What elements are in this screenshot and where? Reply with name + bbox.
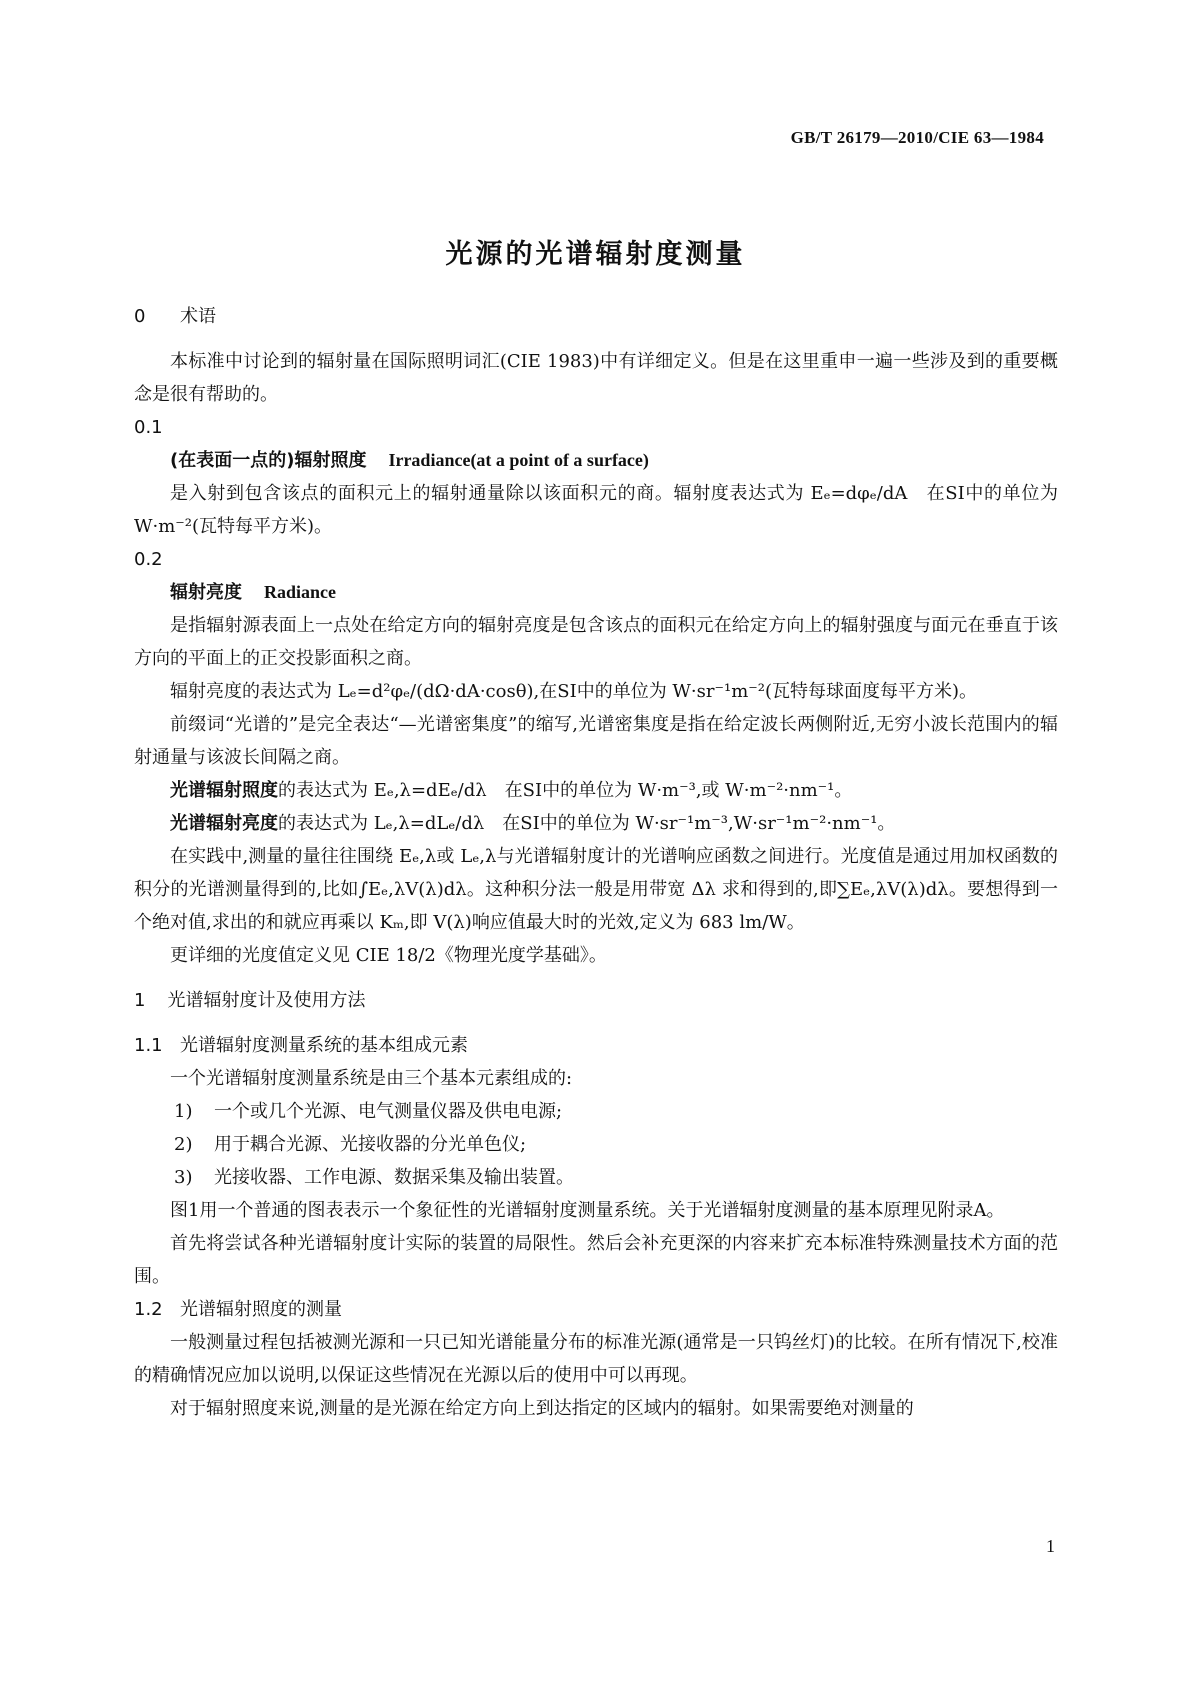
spectral-radiance-expression <box>134 807 1058 840</box>
term-radiance <box>134 576 1058 609</box>
term-irradiance <box>134 444 1058 477</box>
list-item-number: 3) <box>174 1167 193 1188</box>
figure-reference-paragraph: 图1用一个普通的图表表示一个象征性的光谱辐射度测量系统。关于光谱辐射度测量的基本原理见附录A。 <box>170 1200 1005 1221</box>
paragraph-intro: 本标准中讨论到的辐射量在国际照明词汇(CIE 1983)中有详细定义。但是在这里重申一遍一些涉及到的重要概念是很有帮助的。 <box>134 351 1058 405</box>
section-number: 1 <box>134 990 146 1011</box>
definition-irradiance: 是入射到包含该点的面积元上的辐射通量除以该面积元的商。辐射度表达式为 Eₑ=dφₑ/dA 在SI中的单位为 W·m⁻²(瓦特每平方米)。 <box>134 483 1058 537</box>
section-1-1-heading <box>134 1029 1058 1062</box>
reference-paragraph: 更详细的光度值定义见 CIE 18/2《物理光度学基础》。 <box>170 945 607 966</box>
list-item-text: 一个或几个光源、电气测量仪器及供电电源; <box>214 1101 563 1122</box>
spectral-irradiance-expression <box>134 774 1058 807</box>
standard-number: GB/T 26179—2010/CIE 63—1984 <box>790 128 1044 147</box>
list-item <box>174 1161 1058 1194</box>
list-item-text: 用于耦合光源、光接收器的分光单色仪; <box>214 1134 527 1155</box>
radiance-expression: 辐射亮度的表达式为 Lₑ=d²φₑ/(dΩ·dA·cosθ),在SI中的单位为 W·sr⁻¹m⁻²(瓦特每球面度每平方米)。 <box>170 681 978 702</box>
measurement-process-paragraph: 一般测量过程包括被测光源和一只已知光谱能量分布的标准光源(通常是一只钨丝灯)的比较。在所有情况下,校准的精确情况应加以说明,以保证这些情况在光源以后的使用中可以再现。 <box>134 1332 1058 1386</box>
spectral-radiance-term: 光谱辐射亮度 <box>170 813 278 834</box>
list-item-text: 光接收器、工作电源、数据采集及输出装置。 <box>214 1167 574 1188</box>
section-title: 光谱辐射度测量系统的基本组成元素 <box>180 1035 468 1056</box>
term-en: Irradiance(at a point of a surface) <box>388 450 649 470</box>
list-item-number: 2) <box>174 1134 193 1155</box>
section-title: 光谱辐射度计及使用方法 <box>167 990 366 1011</box>
definition-radiance: 是指辐射源表面上一点处在给定方向的辐射亮度是包含该点的面积元在给定方向上的辐射强度与面元在垂直于该方向的平面上的正交投影面积之商。 <box>134 615 1058 669</box>
practice-paragraph: 在实践中,测量的量往往围绕 Eₑ,λ或 Lₑ,λ与光谱辐射度计的光谱响应函数之间进行。光度值是通过用加权函数的积分的光谱测量得到的,比如∫Eₑ,λV(λ)dλ。这种积分法一般是用带宽 Δλ 求和得到的,即∑Eₑ,λV(λ)dλ。要想得到一个绝对值,求出的和就应再乘以 Kₘ,即 V(λ)响应值最大时的光效,定义为 683 lm/W。 <box>134 846 1058 933</box>
section-title: 术语 <box>180 306 216 327</box>
term-cn: 辐射亮度 <box>170 582 242 603</box>
components-list <box>134 1095 1058 1194</box>
section-0-2-number: 0.2 <box>134 549 163 570</box>
term-en: Radiance <box>264 582 336 602</box>
page-number: 1 <box>1046 1536 1055 1556</box>
section-number: 0 <box>134 306 146 327</box>
limitations-paragraph: 首先将尝试各种光谱辐射度计实际的装置的局限性。然后会补充更深的内容来扩充本标准特殊测量技术方面的范围。 <box>134 1233 1058 1287</box>
spectral-prefix-paragraph: 前缀词“光谱的”是完全表达“—光谱密集度”的缩写,光谱密集度是指在给定波长两侧附近,无穷小波长范围内的辐射通量与该波长间隔之商。 <box>134 714 1058 768</box>
spectral-irradiance-rest: 的表达式为 Eₑ,λ=dEₑ/dλ 在SI中的单位为 W·m⁻³,或 W·m⁻²·nm⁻¹。 <box>278 780 853 801</box>
document-title: 光源的光谱辐射度测量 <box>445 239 746 270</box>
section-0-heading <box>134 300 1058 333</box>
spectral-radiance-rest: 的表达式为 Lₑ,λ=dLₑ/dλ 在SI中的单位为 W·sr⁻¹m⁻³,W·sr⁻¹m⁻²·nm⁻¹。 <box>278 813 896 834</box>
section-1-2-heading <box>134 1293 1058 1326</box>
spectral-irradiance-term: 光谱辐射照度 <box>170 780 278 801</box>
term-cn: (在表面一点的)辐射照度 <box>170 450 367 471</box>
irradiance-measurement-paragraph: 对于辐射照度来说,测量的是光源在给定方向上到达指定的区域内的辐射。如果需要绝对测量的 <box>170 1398 914 1419</box>
list-item <box>174 1095 1058 1128</box>
section-0-1-number: 0.1 <box>134 417 163 438</box>
section-number: 1.2 <box>134 1299 163 1320</box>
section-number: 1.1 <box>134 1035 163 1056</box>
components-intro: 一个光谱辐射度测量系统是由三个基本元素组成的: <box>170 1068 573 1089</box>
section-title: 光谱辐射照度的测量 <box>180 1299 342 1320</box>
list-item-number: 1) <box>174 1101 193 1122</box>
list-item <box>174 1128 1058 1161</box>
document-body <box>134 300 1058 1425</box>
section-1-heading <box>134 984 1058 1017</box>
